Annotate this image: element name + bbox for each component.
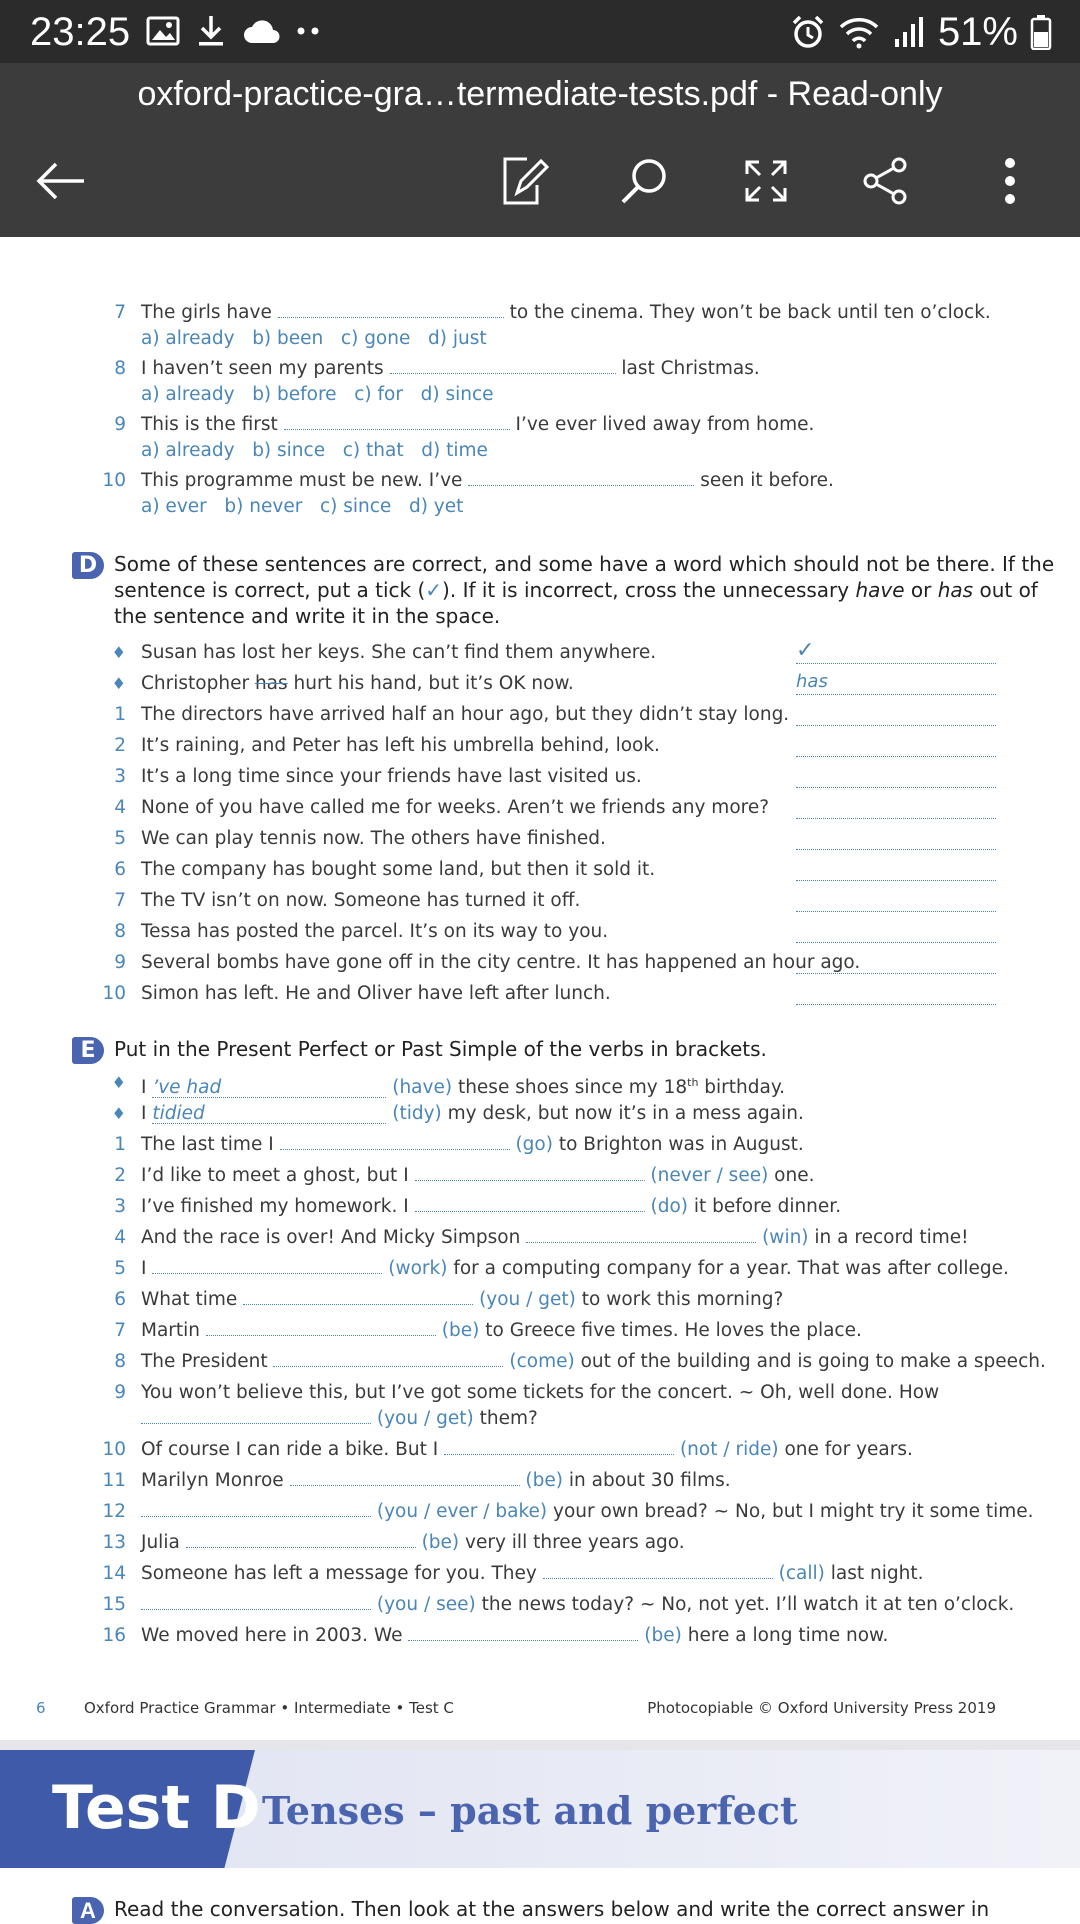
- question-number: 16: [102, 1625, 126, 1646]
- edit-button[interactable]: [494, 151, 554, 211]
- search-icon: [619, 156, 669, 206]
- options-row: [141, 327, 487, 351]
- example-sentence: Christopher has hurt his hand, but it’s OK now.: [141, 673, 574, 694]
- option[interactable]: d) since: [420, 384, 494, 405]
- option[interactable]: b) never: [224, 496, 303, 517]
- question-text: I (work) for a computing company for a year. That was after college.: [141, 1258, 1009, 1279]
- question-text: I’ve finished my homework. I (do) it before dinner.: [141, 1196, 842, 1217]
- question-number: 7: [114, 1320, 126, 1341]
- question-number: 7: [114, 302, 126, 323]
- question-number: 10: [102, 470, 126, 491]
- question-text: The girls have to the cinema. They won’t be back until ten o’clock.: [141, 302, 991, 323]
- document-title: oxford-practice-gra…termediate-tests.pdf - Read-only: [137, 75, 943, 113]
- question-number: 5: [114, 1258, 126, 1279]
- app-toolbar: [0, 63, 1080, 237]
- question-text: This is the first I’ve ever lived away from home.: [141, 414, 815, 435]
- status-bar: [0, 0, 1080, 63]
- answer-blank[interactable]: [526, 1228, 756, 1243]
- page-number: 6: [36, 1699, 46, 1717]
- question-number: 8: [114, 1351, 126, 1372]
- question-text: Martin (be) to Greece five times. He loves the place.: [141, 1320, 862, 1341]
- sentence: Tessa has posted the parcel. It’s on its way to you.: [141, 921, 609, 942]
- options-row: [141, 383, 494, 407]
- section-e-letter: E: [72, 1037, 104, 1064]
- fullscreen-icon: [743, 158, 789, 204]
- sentence: None of you have called me for weeks. Aren’t we friends any more?: [141, 797, 770, 818]
- option[interactable]: d) time: [421, 440, 488, 461]
- question-number: 15: [102, 1594, 126, 1615]
- answer-blank[interactable]: [543, 1564, 773, 1579]
- footer-right: Photocopiable © Oxford University Press 2019: [647, 1699, 996, 1717]
- wifi-icon: [838, 15, 880, 49]
- search-button[interactable]: [614, 151, 674, 211]
- options-row: [141, 495, 463, 519]
- answer-line[interactable]: [796, 763, 996, 788]
- cloud-icon: [242, 17, 280, 45]
- question-text-continued: (you / get) them?: [141, 1407, 538, 1431]
- example-sentence: I tidied (tidy) my desk, but now it’s in a mess again.: [141, 1103, 804, 1124]
- answer-blank[interactable]: [468, 471, 694, 486]
- battery-icon: [1030, 14, 1052, 50]
- answer-blank[interactable]: [408, 1626, 638, 1641]
- section-e-instructions: Put in the Present Perfect or Past Simple of the verbs in brackets.: [114, 1037, 767, 1061]
- answer-blank[interactable]: [415, 1166, 645, 1181]
- share-icon: [861, 156, 911, 206]
- question-number: 10: [102, 983, 126, 1004]
- question-number: 6: [114, 859, 126, 880]
- question-text: Of course I can ride a bike. But I (not / ride) one for years.: [141, 1439, 913, 1460]
- answer-blank[interactable]: [280, 1135, 510, 1150]
- sentence: The company has bought some land, but then it sold it.: [141, 859, 656, 880]
- question-number: 7: [114, 890, 126, 911]
- answer-blank[interactable]: [141, 1502, 371, 1517]
- option[interactable]: b) before: [252, 384, 337, 405]
- option[interactable]: b) been: [252, 328, 324, 349]
- answer-blank[interactable]: [243, 1290, 473, 1305]
- option[interactable]: a) already: [141, 328, 235, 349]
- footer-left: Oxford Practice Grammar • Intermediate • Test C: [84, 1699, 454, 1717]
- fullscreen-button[interactable]: [736, 151, 796, 211]
- more-notifications-icon: [296, 26, 322, 36]
- option[interactable]: b) since: [252, 440, 326, 461]
- question-number: 2: [114, 735, 126, 756]
- example-diamond-icon: ♦: [111, 674, 126, 693]
- example-sentence: I ’ve had (have) these shoes since my 18th birthday.: [141, 1076, 786, 1099]
- section-d-instructions: sentence is correct, put a tick (✓). If it is incorrect, cross the unnecessary have or has out of: [114, 578, 1038, 602]
- question-text: What time (you / get) to work this morning?: [141, 1289, 784, 1310]
- answer-blank[interactable]: [206, 1321, 436, 1336]
- pdf-page[interactable]: [0, 237, 1080, 1737]
- option[interactable]: a) already: [141, 440, 235, 461]
- question-number: 6: [114, 1289, 126, 1310]
- signal-icon: [892, 15, 926, 49]
- example-sentence: Susan has lost her keys. She can’t find them anywhere.: [141, 642, 657, 663]
- option[interactable]: c) that: [342, 440, 404, 461]
- option[interactable]: c) since: [319, 496, 392, 517]
- question-number: 3: [114, 1196, 126, 1217]
- question-number: 4: [114, 797, 126, 818]
- example-diamond-icon: ♦: [111, 1104, 126, 1123]
- section-a-letter: A: [72, 1897, 104, 1924]
- answer-line[interactable]: [796, 825, 996, 850]
- more-options-button[interactable]: [980, 151, 1040, 211]
- answer-line[interactable]: [796, 856, 996, 881]
- answer-line[interactable]: [796, 887, 996, 912]
- question-number: 3: [114, 766, 126, 787]
- more-vertical-icon: [1003, 157, 1017, 205]
- question-number: 12: [102, 1501, 126, 1522]
- answer-blank[interactable]: [278, 303, 504, 318]
- system-icons: [790, 8, 1052, 56]
- answer-blank[interactable]: [415, 1197, 645, 1212]
- answer-blank[interactable]: [284, 415, 510, 430]
- answer-blank[interactable]: [290, 1471, 520, 1486]
- example-diamond-icon: ♦: [111, 1073, 126, 1092]
- answer-blank[interactable]: [141, 1595, 371, 1610]
- question-number: 8: [114, 358, 126, 379]
- share-button[interactable]: [856, 151, 916, 211]
- answer-line[interactable]: [796, 918, 996, 943]
- answer-line[interactable]: [796, 980, 996, 1005]
- question-number: 4: [114, 1227, 126, 1248]
- answer-blank[interactable]: [390, 359, 616, 374]
- question-number: 9: [114, 952, 126, 973]
- sentence: The directors have arrived half an hour ago, but they didn’t stay long.: [141, 704, 790, 725]
- option[interactable]: c) gone: [340, 328, 411, 349]
- test-banner: [0, 1750, 1080, 1868]
- sentence: It’s raining, and Peter has left his umbrella behind, look.: [141, 735, 660, 756]
- answer-blank[interactable]: [141, 1409, 371, 1424]
- answer-line[interactable]: [796, 732, 996, 757]
- alarm-icon: [790, 14, 826, 50]
- question-number: 8: [114, 921, 126, 942]
- question-number: 14: [102, 1563, 126, 1584]
- edit-document-icon: [499, 155, 549, 207]
- question-text: The last time I (go) to Brighton was in August.: [141, 1134, 804, 1155]
- tick-icon: ✓: [425, 578, 443, 602]
- page-divider: [0, 1740, 1080, 1750]
- question-number: 9: [114, 414, 126, 435]
- question-number: 5: [114, 828, 126, 849]
- section-d-letter: D: [72, 552, 104, 579]
- sentence: Several bombs have gone off in the city centre. It has happened an hour ago.: [141, 952, 861, 973]
- question-text: The President (come) out of the building and is going to make a speech.: [141, 1351, 1046, 1372]
- options-row: [141, 439, 488, 463]
- option[interactable]: d) just: [428, 328, 487, 349]
- question-text: (you / ever / bake) your own bread? ~ No, but I might try it some time.: [141, 1500, 1034, 1524]
- question-number: 13: [102, 1532, 126, 1553]
- answer-line[interactable]: [796, 794, 996, 819]
- sentence: It’s a long time since your friends have last visited us.: [141, 766, 642, 787]
- section-a-instructions: Read the conversation. Then look at the answers below and write the correct answer in: [114, 1897, 990, 1921]
- question-text: And the race is over! And Micky Simpson (win) in a record time!: [141, 1227, 969, 1248]
- question-text: I haven’t seen my parents last Christmas.: [141, 358, 760, 379]
- question-text: Someone has left a message for you. They (call) last night.: [141, 1563, 924, 1584]
- answer-line[interactable]: [796, 949, 996, 974]
- question-text: (you / see) the news today? ~ No, not yet. I’ll watch it at ten o’clock.: [141, 1593, 1014, 1617]
- section-d-instructions: Some of these sentences are correct, and some have a word which should not be there. If the: [114, 552, 1055, 576]
- question-text: We moved here in 2003. We (be) here a long time now.: [141, 1625, 889, 1646]
- question-number: 10: [102, 1439, 126, 1460]
- option[interactable]: d) yet: [408, 496, 464, 517]
- notification-icons: [146, 14, 322, 48]
- sentence: The TV isn’t on now. Someone has turned it off.: [141, 890, 581, 911]
- answer-line[interactable]: [796, 701, 996, 726]
- question-number: 9: [114, 1382, 126, 1403]
- question-text: You won’t believe this, but I’ve got some tickets for the concert. ~ Oh, well done. How: [141, 1382, 940, 1403]
- download-icon: [196, 14, 226, 48]
- question-number: 1: [114, 704, 126, 725]
- question-number: 11: [102, 1470, 126, 1491]
- question-text: This programme must be new. I’ve seen it before.: [141, 470, 834, 491]
- section-d-instructions: the sentence and write it in the space.: [114, 604, 501, 628]
- answer-blank[interactable]: [152, 1259, 382, 1274]
- option[interactable]: a) ever: [141, 496, 207, 517]
- sentence: Simon has left. He and Oliver have left after lunch.: [141, 983, 611, 1004]
- answer-blank[interactable]: [273, 1352, 503, 1367]
- question-number: 1: [114, 1134, 126, 1155]
- question-text: I’d like to meet a ghost, but I (never / see) one.: [141, 1165, 815, 1186]
- test-subtitle: Tenses – past and perfect: [262, 1788, 798, 1833]
- option[interactable]: a) already: [141, 384, 235, 405]
- question-text: Julia (be) very ill three years ago.: [141, 1532, 685, 1553]
- back-arrow-icon: [34, 161, 86, 201]
- status-time: 23:25: [30, 10, 131, 54]
- example-diamond-icon: ♦: [111, 643, 126, 662]
- image-icon: [146, 15, 180, 47]
- sentence: We can play tennis now. The others have finished.: [141, 828, 606, 849]
- example-answer: ✓: [796, 639, 996, 664]
- question-number: 2: [114, 1165, 126, 1186]
- question-text: Marilyn Monroe (be) in about 30 films.: [141, 1470, 731, 1491]
- option[interactable]: c) for: [354, 384, 403, 405]
- answer-blank[interactable]: [186, 1533, 416, 1548]
- example-answer: has: [796, 670, 996, 695]
- back-button[interactable]: [30, 151, 90, 211]
- answer-blank[interactable]: [444, 1440, 674, 1455]
- test-tag: Test D: [52, 1773, 261, 1843]
- battery-percent: 51%: [937, 10, 1018, 54]
